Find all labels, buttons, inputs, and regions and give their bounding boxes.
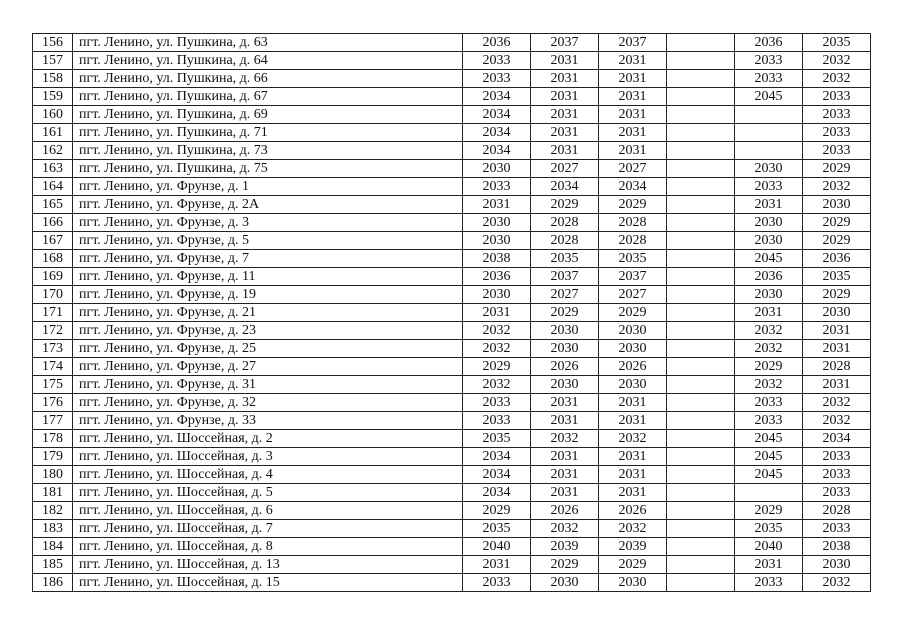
- year-cell-3: 2028: [599, 232, 667, 250]
- year-cell-6: 2032: [803, 70, 871, 88]
- address-cell: пгт. Ленино, ул. Пушкина, д. 75: [73, 160, 463, 178]
- row-number-cell: 186: [33, 574, 73, 592]
- address-cell: пгт. Ленино, ул. Пушкина, д. 64: [73, 52, 463, 70]
- address-cell: пгт. Ленино, ул. Шоссейная, д. 2: [73, 430, 463, 448]
- year-cell-1: 2033: [463, 412, 531, 430]
- year-cell-5: 2033: [735, 394, 803, 412]
- address-cell: пгт. Ленино, ул. Шоссейная, д. 8: [73, 538, 463, 556]
- address-cell: пгт. Ленино, ул. Фрунзе, д. 11: [73, 268, 463, 286]
- table-row: [33, 178, 871, 196]
- table-row: [33, 574, 871, 592]
- year-cell-2: 2031: [531, 142, 599, 160]
- year-cell-6: 2030: [803, 556, 871, 574]
- year-cell-5: 2031: [735, 556, 803, 574]
- year-cell-6: 2030: [803, 304, 871, 322]
- row-number-cell: 161: [33, 124, 73, 142]
- table-row: [33, 322, 871, 340]
- year-cell-3: 2031: [599, 70, 667, 88]
- year-cell-1: 2033: [463, 394, 531, 412]
- year-cell-1: 2030: [463, 160, 531, 178]
- year-cell-4: [667, 412, 735, 430]
- year-cell-5: 2033: [735, 574, 803, 592]
- year-cell-2: 2028: [531, 214, 599, 232]
- year-cell-3: 2034: [599, 178, 667, 196]
- address-cell: пгт. Ленино, ул. Фрунзе, д. 31: [73, 376, 463, 394]
- row-number-cell: 172: [33, 322, 73, 340]
- year-cell-6: 2033: [803, 124, 871, 142]
- year-cell-2: 2027: [531, 286, 599, 304]
- table-row: [33, 124, 871, 142]
- address-cell: пгт. Ленино, ул. Фрунзе, д. 33: [73, 412, 463, 430]
- year-cell-3: 2032: [599, 520, 667, 538]
- year-cell-4: [667, 88, 735, 106]
- year-cell-4: [667, 466, 735, 484]
- year-cell-3: 2031: [599, 484, 667, 502]
- table-row: [33, 376, 871, 394]
- year-cell-6: 2036: [803, 250, 871, 268]
- year-cell-1: 2031: [463, 304, 531, 322]
- year-cell-3: 2030: [599, 340, 667, 358]
- year-cell-3: 2026: [599, 358, 667, 376]
- year-cell-5: 2033: [735, 178, 803, 196]
- table-row: [33, 70, 871, 88]
- year-cell-3: 2031: [599, 124, 667, 142]
- year-cell-4: [667, 520, 735, 538]
- year-cell-6: 2032: [803, 178, 871, 196]
- year-cell-4: [667, 106, 735, 124]
- year-cell-5: 2030: [735, 232, 803, 250]
- year-cell-3: 2037: [599, 34, 667, 52]
- table-row: [33, 484, 871, 502]
- year-cell-5: 2029: [735, 502, 803, 520]
- year-cell-3: 2030: [599, 322, 667, 340]
- year-cell-4: [667, 214, 735, 232]
- year-cell-2: 2031: [531, 124, 599, 142]
- year-cell-1: 2030: [463, 214, 531, 232]
- year-cell-2: 2034: [531, 178, 599, 196]
- year-cell-6: 2033: [803, 142, 871, 160]
- row-number-cell: 175: [33, 376, 73, 394]
- address-cell: пгт. Ленино, ул. Фрунзе, д. 1: [73, 178, 463, 196]
- year-cell-4: [667, 340, 735, 358]
- year-cell-2: 2030: [531, 574, 599, 592]
- row-number-cell: 179: [33, 448, 73, 466]
- table-row: [33, 520, 871, 538]
- year-cell-4: [667, 250, 735, 268]
- year-cell-1: 2035: [463, 520, 531, 538]
- year-cell-3: 2037: [599, 268, 667, 286]
- address-cell: пгт. Ленино, ул. Шоссейная, д. 7: [73, 520, 463, 538]
- year-cell-1: 2031: [463, 196, 531, 214]
- year-cell-3: 2031: [599, 412, 667, 430]
- year-cell-1: 2030: [463, 286, 531, 304]
- year-cell-5: 2045: [735, 466, 803, 484]
- year-cell-2: 2032: [531, 520, 599, 538]
- year-cell-6: 2033: [803, 106, 871, 124]
- year-cell-3: 2031: [599, 466, 667, 484]
- year-cell-4: [667, 304, 735, 322]
- row-number-cell: 163: [33, 160, 73, 178]
- year-cell-3: 2031: [599, 142, 667, 160]
- year-cell-2: 2030: [531, 376, 599, 394]
- address-cell: пгт. Ленино, ул. Шоссейная, д. 13: [73, 556, 463, 574]
- year-cell-3: 2032: [599, 430, 667, 448]
- address-cell: пгт. Ленино, ул. Шоссейная, д. 6: [73, 502, 463, 520]
- year-cell-6: 2033: [803, 448, 871, 466]
- year-cell-6: 2032: [803, 394, 871, 412]
- table-row: [33, 502, 871, 520]
- table-row: [33, 412, 871, 430]
- year-cell-3: 2031: [599, 448, 667, 466]
- year-cell-6: 2035: [803, 268, 871, 286]
- row-number-cell: 156: [33, 34, 73, 52]
- year-cell-1: 2034: [463, 484, 531, 502]
- year-cell-3: 2031: [599, 88, 667, 106]
- year-cell-1: 2030: [463, 232, 531, 250]
- year-cell-3: 2026: [599, 502, 667, 520]
- address-cell: пгт. Ленино, ул. Пушкина, д. 73: [73, 142, 463, 160]
- address-cell: пгт. Ленино, ул. Фрунзе, д. 19: [73, 286, 463, 304]
- year-cell-4: [667, 502, 735, 520]
- year-cell-1: 2034: [463, 88, 531, 106]
- year-cell-5: 2032: [735, 340, 803, 358]
- address-cell: пгт. Ленино, ул. Шоссейная, д. 3: [73, 448, 463, 466]
- year-cell-2: 2029: [531, 196, 599, 214]
- table-row: [33, 52, 871, 70]
- row-number-cell: 182: [33, 502, 73, 520]
- year-cell-4: [667, 70, 735, 88]
- year-cell-3: 2031: [599, 106, 667, 124]
- year-cell-4: [667, 376, 735, 394]
- year-cell-2: 2035: [531, 250, 599, 268]
- year-cell-6: 2038: [803, 538, 871, 556]
- year-cell-2: 2031: [531, 70, 599, 88]
- row-number-cell: 176: [33, 394, 73, 412]
- year-cell-4: [667, 268, 735, 286]
- year-cell-2: 2031: [531, 484, 599, 502]
- year-cell-6: 2031: [803, 322, 871, 340]
- year-cell-6: 2033: [803, 484, 871, 502]
- year-cell-5: 2030: [735, 286, 803, 304]
- year-cell-6: 2029: [803, 214, 871, 232]
- data-table: [32, 33, 871, 592]
- table-row: [33, 88, 871, 106]
- row-number-cell: 158: [33, 70, 73, 88]
- address-cell: пгт. Ленино, ул. Фрунзе, д. 21: [73, 304, 463, 322]
- year-cell-6: 2028: [803, 502, 871, 520]
- year-cell-1: 2033: [463, 178, 531, 196]
- address-cell: пгт. Ленино, ул. Фрунзе, д. 25: [73, 340, 463, 358]
- year-cell-2: 2031: [531, 448, 599, 466]
- year-cell-3: 2030: [599, 574, 667, 592]
- year-cell-2: 2037: [531, 268, 599, 286]
- year-cell-4: [667, 394, 735, 412]
- year-cell-1: 2035: [463, 430, 531, 448]
- year-cell-4: [667, 178, 735, 196]
- year-cell-3: 2031: [599, 394, 667, 412]
- year-cell-6: 2028: [803, 358, 871, 376]
- row-number-cell: 171: [33, 304, 73, 322]
- year-cell-4: [667, 430, 735, 448]
- address-cell: пгт. Ленино, ул. Пушкина, д. 69: [73, 106, 463, 124]
- year-cell-5: 2029: [735, 358, 803, 376]
- year-cell-1: 2040: [463, 538, 531, 556]
- table-body: [33, 34, 871, 592]
- row-number-cell: 157: [33, 52, 73, 70]
- year-cell-6: 2032: [803, 52, 871, 70]
- year-cell-5: 2030: [735, 214, 803, 232]
- year-cell-5: 2031: [735, 196, 803, 214]
- year-cell-4: [667, 538, 735, 556]
- address-cell: пгт. Ленино, ул. Фрунзе, д. 7: [73, 250, 463, 268]
- year-cell-1: 2034: [463, 466, 531, 484]
- year-cell-3: 2035: [599, 250, 667, 268]
- year-cell-5: 2045: [735, 88, 803, 106]
- row-number-cell: 181: [33, 484, 73, 502]
- year-cell-5: 2033: [735, 70, 803, 88]
- row-number-cell: 160: [33, 106, 73, 124]
- year-cell-3: 2027: [599, 286, 667, 304]
- year-cell-3: 2028: [599, 214, 667, 232]
- table-row: [33, 142, 871, 160]
- year-cell-5: 2033: [735, 52, 803, 70]
- year-cell-2: 2026: [531, 502, 599, 520]
- year-cell-1: 2031: [463, 556, 531, 574]
- year-cell-2: 2029: [531, 556, 599, 574]
- year-cell-2: 2027: [531, 160, 599, 178]
- address-cell: пгт. Ленино, ул. Пушкина, д. 71: [73, 124, 463, 142]
- address-cell: пгт. Ленино, ул. Пушкина, д. 67: [73, 88, 463, 106]
- year-cell-2: 2031: [531, 52, 599, 70]
- year-cell-1: 2036: [463, 268, 531, 286]
- row-number-cell: 183: [33, 520, 73, 538]
- row-number-cell: 177: [33, 412, 73, 430]
- address-cell: пгт. Ленино, ул. Фрунзе, д. 23: [73, 322, 463, 340]
- year-cell-2: 2030: [531, 340, 599, 358]
- year-cell-6: 2029: [803, 232, 871, 250]
- table-row: [33, 106, 871, 124]
- address-cell: пгт. Ленино, ул. Шоссейная, д. 15: [73, 574, 463, 592]
- table-row: [33, 538, 871, 556]
- year-cell-6: 2029: [803, 286, 871, 304]
- row-number-cell: 162: [33, 142, 73, 160]
- address-cell: пгт. Ленино, ул. Фрунзе, д. 27: [73, 358, 463, 376]
- address-cell: пгт. Ленино, ул. Фрунзе, д. 32: [73, 394, 463, 412]
- year-cell-2: 2031: [531, 106, 599, 124]
- year-cell-2: 2039: [531, 538, 599, 556]
- year-cell-5: [735, 484, 803, 502]
- year-cell-6: 2033: [803, 466, 871, 484]
- table-row: [33, 34, 871, 52]
- year-cell-1: 2032: [463, 322, 531, 340]
- year-cell-4: [667, 556, 735, 574]
- year-cell-5: 2032: [735, 376, 803, 394]
- year-cell-3: 2031: [599, 52, 667, 70]
- year-cell-4: [667, 322, 735, 340]
- year-cell-5: 2045: [735, 430, 803, 448]
- year-cell-5: 2031: [735, 304, 803, 322]
- year-cell-2: 2031: [531, 466, 599, 484]
- address-cell: пгт. Ленино, ул. Фрунзе, д. 3: [73, 214, 463, 232]
- year-cell-4: [667, 484, 735, 502]
- year-cell-2: 2026: [531, 358, 599, 376]
- row-number-cell: 170: [33, 286, 73, 304]
- table-row: [33, 286, 871, 304]
- table-row: [33, 556, 871, 574]
- table-row: [33, 232, 871, 250]
- table-row: [33, 340, 871, 358]
- table-row: [33, 430, 871, 448]
- table-row: [33, 304, 871, 322]
- year-cell-6: 2030: [803, 196, 871, 214]
- year-cell-1: 2029: [463, 358, 531, 376]
- year-cell-1: 2034: [463, 124, 531, 142]
- year-cell-2: 2037: [531, 34, 599, 52]
- year-cell-3: 2027: [599, 160, 667, 178]
- year-cell-5: 2033: [735, 412, 803, 430]
- table-row: [33, 196, 871, 214]
- year-cell-2: 2031: [531, 394, 599, 412]
- year-cell-4: [667, 448, 735, 466]
- year-cell-5: 2036: [735, 268, 803, 286]
- year-cell-5: [735, 106, 803, 124]
- address-cell: пгт. Ленино, ул. Пушкина, д. 63: [73, 34, 463, 52]
- year-cell-1: 2033: [463, 70, 531, 88]
- year-cell-3: 2030: [599, 376, 667, 394]
- year-cell-5: 2036: [735, 34, 803, 52]
- year-cell-4: [667, 196, 735, 214]
- year-cell-5: 2045: [735, 448, 803, 466]
- table-row: [33, 160, 871, 178]
- year-cell-5: 2045: [735, 250, 803, 268]
- year-cell-6: 2031: [803, 376, 871, 394]
- address-cell: пгт. Ленино, ул. Фрунзе, д. 5: [73, 232, 463, 250]
- row-number-cell: 174: [33, 358, 73, 376]
- row-number-cell: 169: [33, 268, 73, 286]
- row-number-cell: 167: [33, 232, 73, 250]
- year-cell-5: 2040: [735, 538, 803, 556]
- table-row: [33, 358, 871, 376]
- year-cell-5: [735, 124, 803, 142]
- year-cell-5: 2035: [735, 520, 803, 538]
- row-number-cell: 166: [33, 214, 73, 232]
- year-cell-6: 2032: [803, 574, 871, 592]
- address-cell: пгт. Ленино, ул. Шоссейная, д. 4: [73, 466, 463, 484]
- year-cell-4: [667, 142, 735, 160]
- address-cell: пгт. Ленино, ул. Шоссейная, д. 5: [73, 484, 463, 502]
- year-cell-1: 2034: [463, 448, 531, 466]
- year-cell-1: 2036: [463, 34, 531, 52]
- row-number-cell: 185: [33, 556, 73, 574]
- year-cell-3: 2029: [599, 196, 667, 214]
- row-number-cell: 159: [33, 88, 73, 106]
- year-cell-5: 2030: [735, 160, 803, 178]
- year-cell-1: 2029: [463, 502, 531, 520]
- year-cell-4: [667, 232, 735, 250]
- address-cell: пгт. Ленино, ул. Пушкина, д. 66: [73, 70, 463, 88]
- year-cell-1: 2034: [463, 106, 531, 124]
- row-number-cell: 164: [33, 178, 73, 196]
- address-cell: пгт. Ленино, ул. Фрунзе, д. 2А: [73, 196, 463, 214]
- year-cell-6: 2034: [803, 430, 871, 448]
- year-cell-6: 2031: [803, 340, 871, 358]
- year-cell-4: [667, 52, 735, 70]
- year-cell-6: 2035: [803, 34, 871, 52]
- table-row: [33, 466, 871, 484]
- year-cell-2: 2030: [531, 322, 599, 340]
- year-cell-4: [667, 358, 735, 376]
- year-cell-1: 2038: [463, 250, 531, 268]
- year-cell-4: [667, 34, 735, 52]
- year-cell-2: 2031: [531, 412, 599, 430]
- year-cell-4: [667, 124, 735, 142]
- year-cell-6: 2032: [803, 412, 871, 430]
- year-cell-1: 2033: [463, 574, 531, 592]
- year-cell-4: [667, 286, 735, 304]
- table-row: [33, 394, 871, 412]
- table-row: [33, 214, 871, 232]
- year-cell-4: [667, 574, 735, 592]
- year-cell-5: [735, 142, 803, 160]
- table-row: [33, 448, 871, 466]
- year-cell-4: [667, 160, 735, 178]
- year-cell-1: 2033: [463, 52, 531, 70]
- row-number-cell: 184: [33, 538, 73, 556]
- table-row: [33, 250, 871, 268]
- row-number-cell: 168: [33, 250, 73, 268]
- year-cell-3: 2029: [599, 556, 667, 574]
- year-cell-2: 2031: [531, 88, 599, 106]
- table-row: [33, 268, 871, 286]
- year-cell-3: 2029: [599, 304, 667, 322]
- year-cell-2: 2029: [531, 304, 599, 322]
- year-cell-3: 2039: [599, 538, 667, 556]
- year-cell-5: 2032: [735, 322, 803, 340]
- year-cell-6: 2033: [803, 520, 871, 538]
- row-number-cell: 178: [33, 430, 73, 448]
- year-cell-6: 2029: [803, 160, 871, 178]
- year-cell-1: 2032: [463, 376, 531, 394]
- year-cell-6: 2033: [803, 88, 871, 106]
- row-number-cell: 180: [33, 466, 73, 484]
- year-cell-2: 2032: [531, 430, 599, 448]
- row-number-cell: 173: [33, 340, 73, 358]
- year-cell-1: 2034: [463, 142, 531, 160]
- year-cell-1: 2032: [463, 340, 531, 358]
- row-number-cell: 165: [33, 196, 73, 214]
- year-cell-2: 2028: [531, 232, 599, 250]
